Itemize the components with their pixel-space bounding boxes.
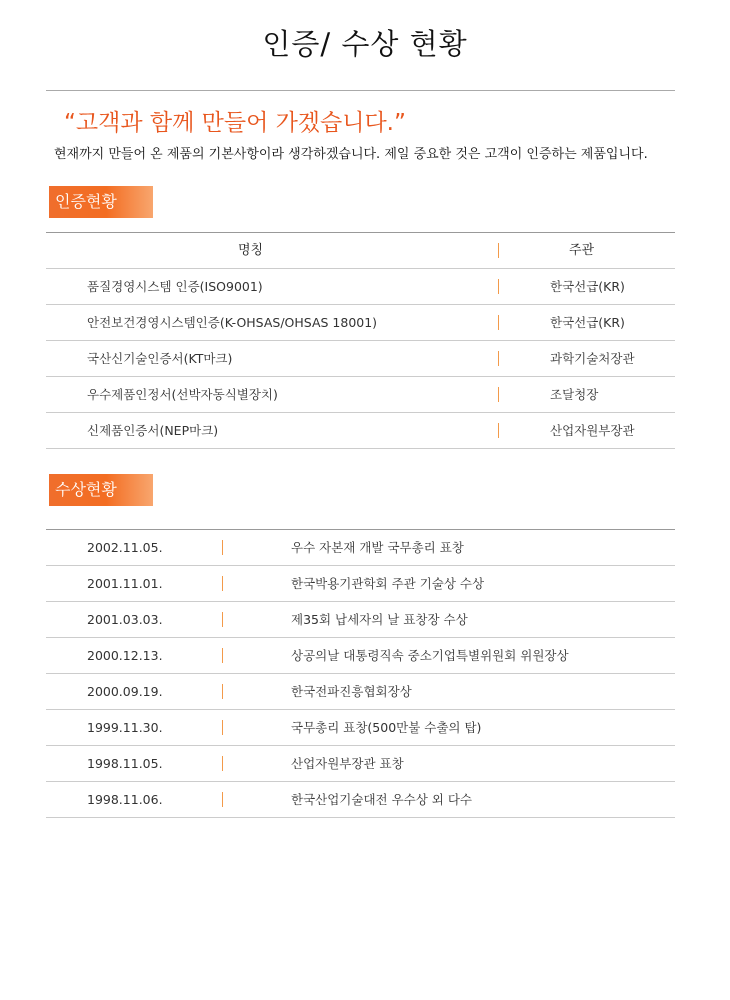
table-row	[46, 529, 675, 566]
award-date: 1999.11.30.	[87, 720, 163, 735]
table-row	[46, 710, 675, 746]
column-separator	[498, 243, 499, 258]
table-row	[46, 566, 675, 602]
award-date: 2000.12.13.	[87, 648, 163, 663]
column-separator	[498, 279, 499, 294]
award-title: 한국산업기술대전 우수상 외 다수	[291, 792, 472, 807]
award-title: 산업자원부장관 표창	[291, 756, 404, 771]
table-row	[46, 674, 675, 710]
column-separator	[222, 576, 223, 591]
column-separator	[222, 612, 223, 627]
table-row	[46, 602, 675, 638]
cert-name: 안전보건경영시스템인증(K-OHSAS/OHSAS 18001)	[87, 315, 378, 330]
table-row	[46, 638, 675, 674]
award-title: 제35회 납세자의 날 표창장 수상	[291, 612, 468, 627]
cert-org: 한국선급(KR)	[550, 315, 625, 330]
slogan-quote: “고객과 함께 만들어 가겠습니다.”	[64, 110, 406, 136]
cert-section-tab: 인증현황	[46, 186, 153, 218]
cert-name: 신제품인증서(NEP마크)	[87, 423, 219, 438]
award-date: 1998.11.05.	[87, 756, 163, 771]
cert-org: 과학기술처장관	[550, 351, 635, 366]
award-date: 2001.03.03.	[87, 612, 163, 627]
column-separator	[222, 648, 223, 663]
cert-name: 우수제품인정서(선박자동식별장치)	[87, 387, 278, 402]
column-separator	[222, 792, 223, 807]
award-date: 2000.09.19.	[87, 684, 163, 699]
table-row	[46, 782, 675, 818]
column-separator	[222, 756, 223, 771]
column-separator	[498, 387, 499, 402]
table-row	[46, 341, 675, 377]
cert-org: 한국선급(KR)	[550, 279, 625, 294]
award-title: 한국박용기관학회 주관 기술상 수상	[291, 576, 485, 591]
cert-table	[46, 232, 675, 449]
award-title: 상공의날 대통령직속 중소기업특별위원회 위원장상	[291, 648, 569, 663]
header-org: 주관	[569, 243, 595, 258]
cert-org: 조달청장	[550, 387, 599, 402]
award-title: 우수 자본재 개발 국무총리 표창	[291, 540, 464, 555]
award-title: 국무총리 표창(500만불 수출의 탑)	[291, 720, 482, 735]
award-date: 2002.11.05.	[87, 540, 163, 555]
table-row	[46, 377, 675, 413]
table-row	[46, 269, 675, 305]
column-separator	[222, 720, 223, 735]
table-row	[46, 746, 675, 782]
cert-name: 품질경영시스템 인증(ISO9001)	[87, 279, 263, 294]
cert-table-header	[46, 232, 675, 269]
table-row	[46, 305, 675, 341]
column-separator	[498, 423, 499, 438]
award-date: 2001.11.01.	[87, 576, 163, 591]
table-row	[46, 413, 675, 449]
column-separator	[498, 351, 499, 366]
awards-section-tab: 수상현황	[46, 474, 153, 506]
awards-table	[46, 529, 675, 818]
column-separator	[498, 315, 499, 330]
award-date: 1998.11.06.	[87, 792, 163, 807]
column-separator	[222, 540, 223, 555]
header-name: 명칭	[238, 243, 264, 258]
cert-name: 국산신기술인증서(KT마크)	[87, 351, 233, 366]
cert-org: 산업자원부장관	[550, 423, 635, 438]
title-divider	[46, 90, 675, 91]
award-title: 한국전파진흥협회장상	[291, 684, 412, 699]
page-title: 인증/ 수상 현황	[262, 27, 468, 61]
column-separator	[222, 684, 223, 699]
intro-text: 현재까지 만들어 온 제품의 기본사항이라 생각하겠습니다. 제일 중요한 것은 고객이 인증하는 제품입니다.	[54, 147, 648, 162]
